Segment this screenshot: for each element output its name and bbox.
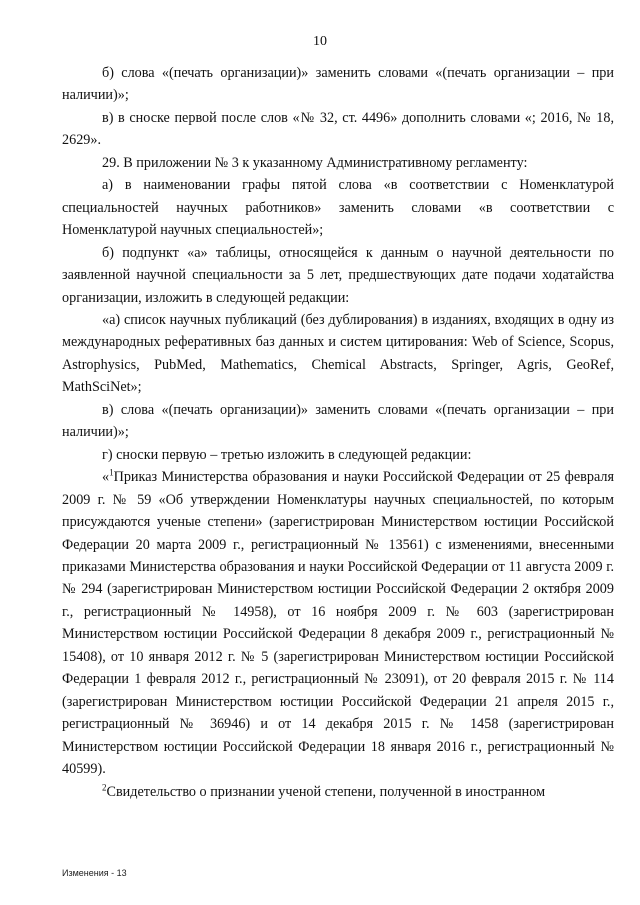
paragraph-text: г) сноски первую – третью изложить в следующей редакции: bbox=[102, 446, 472, 463]
paragraph bbox=[62, 107, 614, 152]
page-number: 10 bbox=[313, 34, 327, 49]
paragraph-text: б) подпункт «а» таблицы, относящейся к данным о научной деятельности по заявленной научной специальности за 5 лет, предшествующих дате подачи ходатайства организации, изложить в следующей редакции: bbox=[62, 244, 614, 306]
footnote-marker: 1 bbox=[109, 467, 114, 478]
paragraph-text: «а) список научных публикаций (без дублирования) в изданиях, входящих в одну из международных реферативных баз данных и систем цитирования: Web of Science, Scopus, Astrophysics, PubMed, Mathematics, Chemical Abstracts, Springer, Agris, GeoRef, MathSciNet»; bbox=[62, 311, 614, 396]
paragraph bbox=[62, 174, 614, 241]
paragraph-text: в) слова «(печать организации)» заменить словами «(печать организации – при наличии)»; bbox=[62, 401, 614, 441]
paragraph bbox=[62, 242, 614, 309]
paragraph-text: в) в сноске первой после слов «№ 32, ст. 4496» дополнить словами «; 2016, № 18, 2629». bbox=[62, 109, 614, 149]
footnote-paragraph bbox=[62, 466, 614, 780]
footer-label: Изменения - 13 bbox=[62, 868, 127, 878]
paragraph-text: 29. В приложении № 3 к указанному Административному регламенту: bbox=[102, 154, 528, 171]
paragraph-text: а) в наименовании графы пятой слова «в соответствии с Номенклатурой специальностей научных работников» заменить словами «в соответствии с Номенклатурой научных специальностей»; bbox=[62, 177, 614, 239]
paragraph bbox=[62, 309, 614, 399]
footnote-paragraph bbox=[62, 781, 614, 803]
paragraph-text: Приказ Министерства образования и науки Российской Федерации от 25 февраля 2009 г. № 59 «Об утверждении Номенклатуры научных специальностей, по которым присуждаются ученые степени» (зарегистрирован Министерством юстиции Российской Федерации 20 марта 2009 г., регистрационный № 13561) с изменениями, внесенными приказами Министерства образования и науки Российской Федерации от 11 августа 2009 г. № 294 (зарегистрирован Министерством юстиции Российской Федерации 2 октября 2009 г., регистрационный № 14958), от 16 ноября 2009 г. № 603 (зарегистрирован Министерством юстиции Российской Федерации 8 декабря 2009 г., регистрационный № 15408), от 10 января 2012 г. № 5 (зарегистрирован Министерством юстиции Российской Федерации 1 февраля 2012 г., регистрационный № 23091), от 20 февраля 2015 г. № 114 (зарегистрирован Министерством юстиции Российской Федерации 21 апреля 2015 г., регистрационный № 36946) и от 14 декабря 2015 г. № 1458 (зарегистрирован Министерством юстиции Российской Федерации 18 января 2016 г., регистрационный № 40599). bbox=[62, 469, 614, 778]
document-body bbox=[62, 62, 614, 803]
paragraph bbox=[62, 444, 614, 466]
paragraph-text: Свидетельство о признании ученой степени, полученной в иностранном bbox=[106, 783, 546, 800]
quote-mark: « bbox=[102, 469, 110, 486]
paragraph bbox=[62, 399, 614, 444]
paragraph bbox=[62, 62, 614, 107]
footnote-marker: 2 bbox=[102, 781, 107, 792]
paragraph bbox=[62, 152, 614, 174]
paragraph-text: б) слова «(печать организации)» заменить словами «(печать организации – при наличии)»; bbox=[62, 65, 614, 104]
